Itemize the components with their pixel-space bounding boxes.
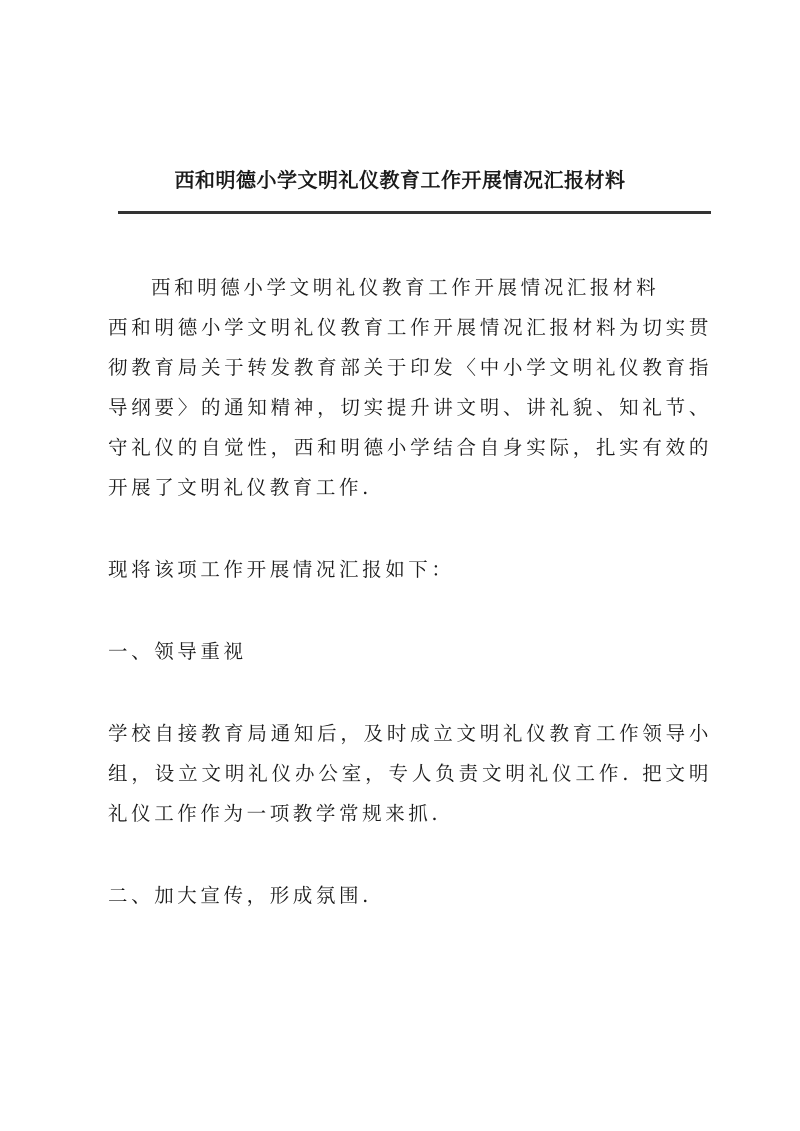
- title-underline-rule: [118, 211, 711, 214]
- intro-heading-paragraph: 西和明德小学文明礼仪教育工作开展情况汇报材料: [151, 276, 660, 299]
- section-1-heading: 一、领导重视: [108, 640, 247, 663]
- report-intro-paragraph: 现将该项工作开展情况汇报如下：: [108, 558, 455, 581]
- section-2-heading: 二、加大宣传，形成氛围.: [108, 884, 372, 907]
- intro-body-paragraph: 西和明德小学文明礼仪教育工作开展情况汇报材料为切实贯彻教育局关于转发教育部关于印发〈中小学文明礼仪教育指导纲要〉的通知精神，切实提升讲文明、讲礼貌、知礼节、守礼仪的自觉性，西和明德小学结合自身实际，扎实有效的开展了文明礼仪教育工作.: [108, 316, 712, 499]
- document-title: 西和明德小学文明礼仪教育工作开展情况汇报材料: [174, 168, 626, 192]
- section-1-body: 学校自接教育局通知后，及时成立文明礼仪教育工作领导小组，设立文明礼仪办公室，专人负责文明礼仪工作. 把文明礼仪工作作为一项教学常规来抓.: [108, 722, 712, 825]
- document-body: [108, 268, 712, 916]
